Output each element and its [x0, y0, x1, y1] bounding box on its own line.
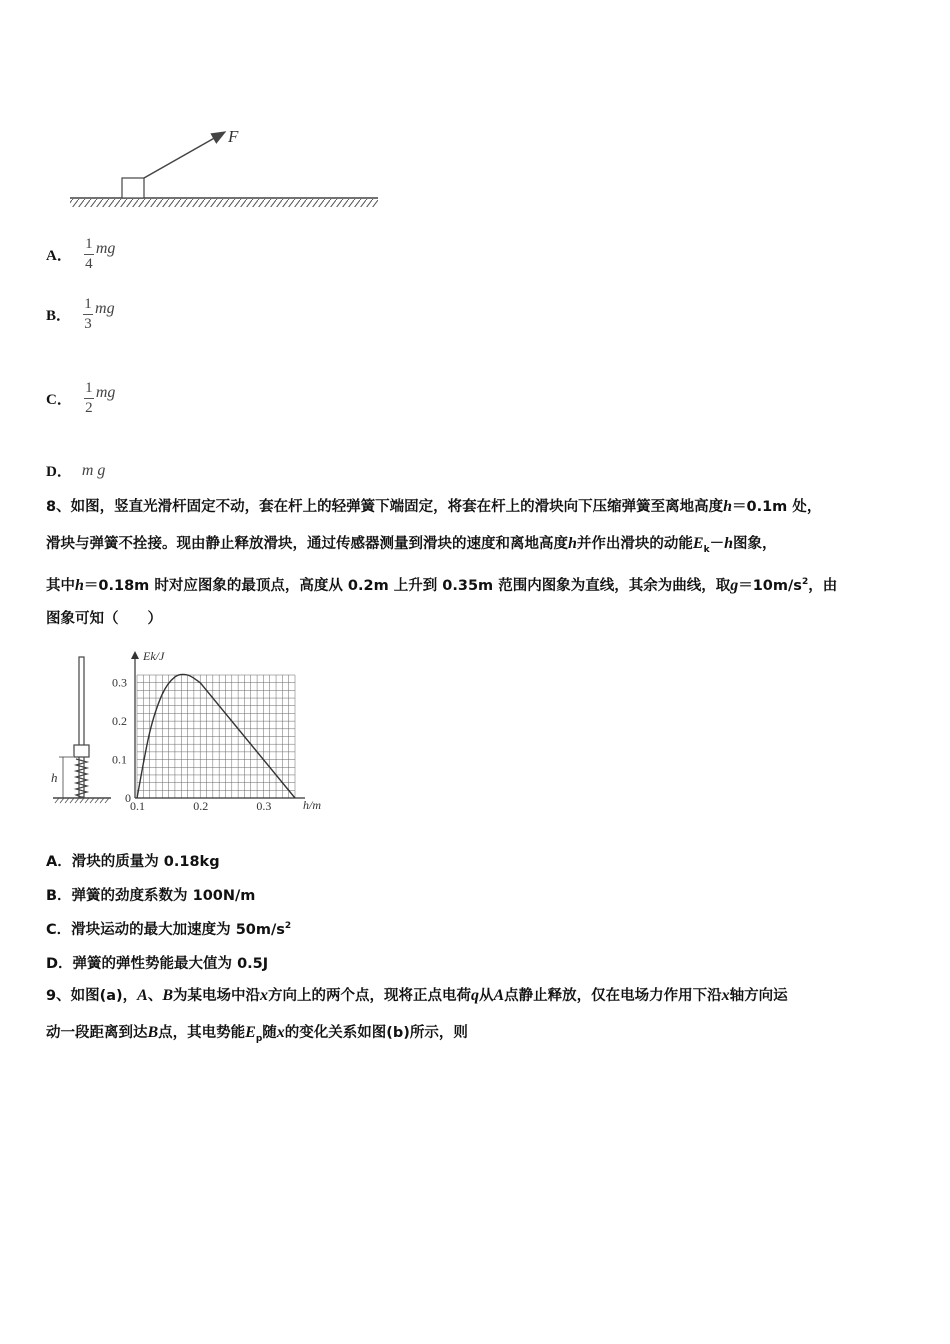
y-tick-label: 0.1	[112, 752, 127, 767]
fraction-denominator: 2	[85, 400, 93, 416]
rod-spring-apparatus	[53, 657, 111, 798]
ek-curve	[137, 674, 295, 798]
q8-option-b: B．弹簧的劲度系数为 100N/m	[46, 888, 256, 904]
q8-line-2: 滑块与弹簧不拴接。现由静止释放滑块，通过传感器测量到滑块的速度和离地高度h并作出滑块的动能$E_k-h$图象，	[46, 535, 777, 555]
ek-h-figure	[45, 645, 345, 820]
x-tick-label: 0.3	[256, 799, 272, 813]
y-axis-label: Ek/J	[143, 649, 165, 663]
h-label: h	[51, 770, 58, 785]
unit-mg: mg	[95, 239, 116, 257]
fraction-denominator: 3	[84, 316, 92, 332]
q8-option-c: C．滑块运动的最大加速度为 $50m/s^2$	[46, 921, 292, 938]
q9-line-1: 9、如图(a)，A、B为某电场中沿x方向上的两个点，现将正点电荷q从A点静止释放，仅在电场力作用下沿x轴方向运	[46, 987, 788, 1004]
option-letter: A．	[46, 248, 72, 264]
fraction-numerator: 1	[84, 296, 92, 312]
force-diagram	[60, 120, 390, 215]
q9-line-2: 动一段距离到达B点，其电势能$E_p$随x的变化关系如图(b)所示，则	[46, 1024, 468, 1044]
unit-mg: mg	[95, 299, 115, 317]
fraction-numerator: 1	[85, 236, 93, 252]
q7-option-d	[46, 460, 105, 481]
q7-option-c	[46, 380, 115, 417]
fraction	[84, 380, 94, 417]
y-axis-arrow	[131, 651, 139, 659]
fraction-numerator: 1	[85, 380, 93, 396]
unit-mg: mg	[95, 383, 116, 401]
q8-line-1: 8、如图，竖直光滑杆固定不动，套在杆上的轻弹簧下端固定，将套在杆上的滑块向下压缩弹簧至离地高度h＝0.1m 处，	[46, 498, 822, 515]
y-tick-label: 0	[125, 791, 131, 805]
q7-option-b	[46, 296, 115, 333]
chart-grid	[137, 675, 295, 798]
x-tick-label: 0.2	[193, 799, 209, 813]
q7-option-a	[46, 236, 115, 273]
fraction	[84, 236, 94, 273]
ground-hatch	[70, 199, 378, 207]
q8-line-3: 其中h＝0.18m 时对应图象的最顶点，高度从 0.2m 上升到 0.35m 范围内图象为直线，其余为曲线，取$g=10m/s^2$，由	[46, 576, 838, 594]
x-tick-label: 0.1	[130, 799, 145, 813]
fraction	[83, 296, 93, 333]
force-arrow	[144, 132, 225, 178]
q8-line-4: 图象可知（ ）	[46, 611, 162, 627]
block	[122, 178, 144, 198]
force-label: F	[228, 127, 239, 146]
unit-mg: m g	[81, 461, 106, 479]
y-tick-label: 0.2	[112, 714, 127, 729]
slider-block	[74, 745, 89, 757]
x-axis-label: h/m	[303, 798, 321, 812]
q8-option-d: D．弹簧的弹性势能最大值为 0.5J	[46, 956, 269, 972]
option-letter: B．	[46, 308, 72, 324]
option-letter: C．	[46, 392, 72, 408]
fraction-denominator: 4	[85, 256, 93, 272]
y-tick-label: 0.3	[112, 675, 127, 690]
q8-option-a: A．滑块的质量为 0.18kg	[46, 854, 220, 870]
option-letter: D．	[46, 464, 72, 480]
